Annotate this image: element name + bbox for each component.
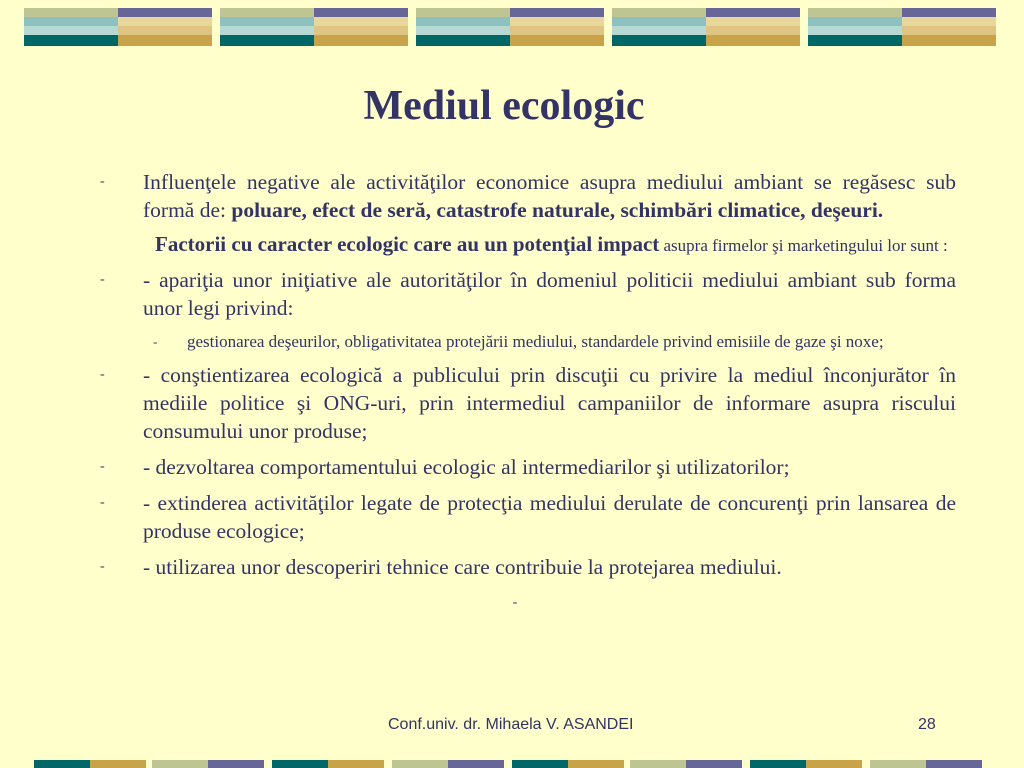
decorative-tile <box>24 8 212 46</box>
slide-body <box>100 168 956 617</box>
bullet-dash: - <box>153 334 158 349</box>
item-text: - conştientizarea ecologică a publicului prin discuţii cu privire la mediul înconjurător în mediile politice şi ONG-uri, prin intermediul campaniilor de informare asupra riscului consumului unor produse; <box>143 363 956 443</box>
bottom-decorative-strip <box>0 760 1024 768</box>
factors-rest: asupra firmelor şi marketingului lor sunt : <box>659 236 948 255</box>
list-item <box>100 489 956 545</box>
item-text: - extinderea activităţilor legate de protecţia mediului derulate de concurenţi prin lansarea de produse ecologice; <box>143 491 956 543</box>
decorative-tile <box>220 8 408 46</box>
footer-author: Conf.univ. dr. Mihaela V. ASANDEI <box>388 716 634 733</box>
trailing-dash: - <box>512 595 518 610</box>
item-text: Influenţele negative ale activităţilor economice asupra mediului ambiant se regăsesc sub formă de: <box>143 170 956 222</box>
bullet-dash: - <box>100 559 105 574</box>
decorative-tile <box>416 8 604 46</box>
item-text: - apariţia unor iniţiative ale autorităţilor în domeniul politicii mediului ambiant sub forma unor legi privind: <box>143 268 956 320</box>
item-bold-text: poluare, efect de seră, catastrofe naturale, schimbări climatice, deşeuri. <box>231 198 884 222</box>
sub-list-item <box>100 330 956 353</box>
bullet-dash: - <box>100 367 105 382</box>
sub-item-text: gestionarea deşeurilor, obligativitatea protejării mediului, standardele privind emisiile de gaze şi noxe; <box>187 332 884 351</box>
list-item <box>100 361 956 445</box>
bullet-dash: - <box>100 272 105 287</box>
list-item <box>100 266 956 322</box>
item-text: - utilizarea unor descoperiri tehnice care contribuie la protejarea mediului. <box>143 555 782 579</box>
list-item <box>100 168 956 224</box>
item-text: - dezvoltarea comportamentului ecologic al intermediarilor şi utilizatorilor; <box>143 455 790 479</box>
bullet-dash: - <box>100 459 105 474</box>
decorative-tile <box>808 8 996 46</box>
decorative-tile <box>612 8 800 46</box>
slide-title: Mediul ecologic <box>363 83 645 129</box>
factors-bold: Factorii cu caracter ecologic care au un potenţial impact <box>155 232 660 256</box>
bullet-dash: - <box>100 174 105 189</box>
page-number: 28 <box>918 716 936 733</box>
factors-intro <box>100 232 956 258</box>
list-item <box>100 453 956 481</box>
list-item <box>100 553 956 581</box>
bullet-dash: - <box>100 495 105 510</box>
top-decorative-band <box>0 0 1024 52</box>
